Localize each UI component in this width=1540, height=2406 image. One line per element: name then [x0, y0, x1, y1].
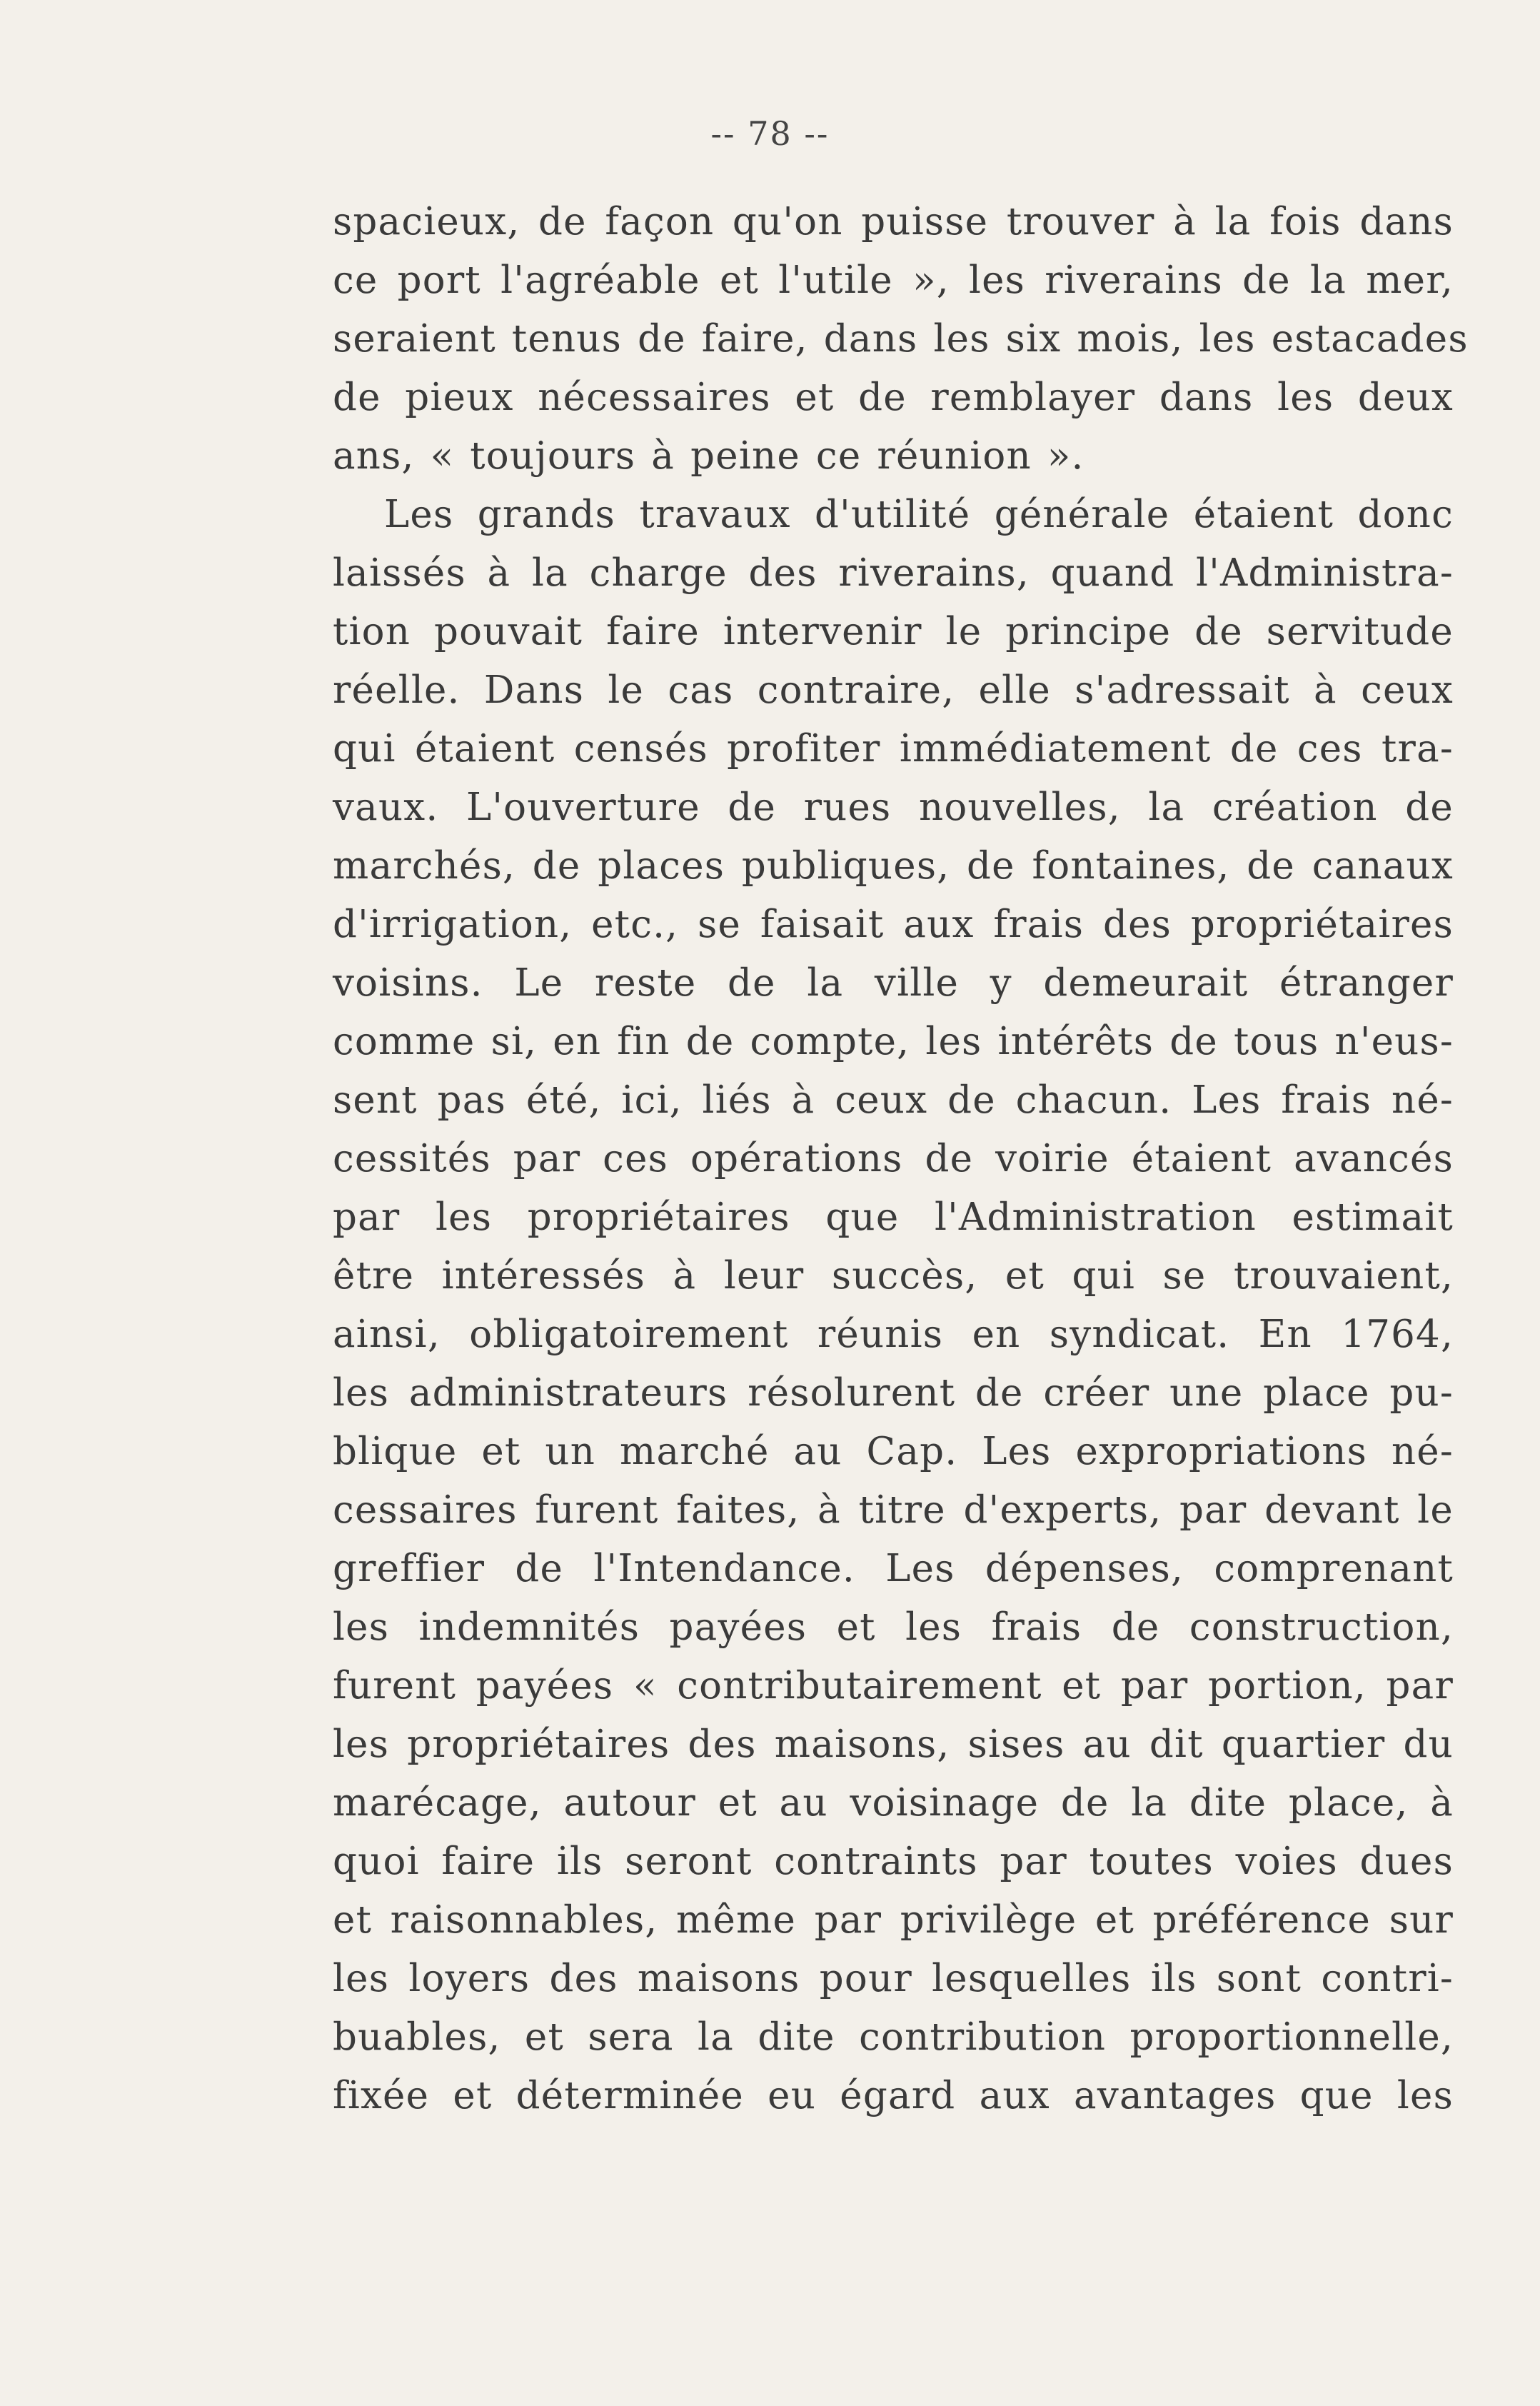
- text-line: cessaires furent faites, à titre d'experts, par devant le: [333, 1488, 1454, 1532]
- text-line: cessités par ces opérations de voirie étaient avancés: [333, 1137, 1454, 1181]
- text-line: ainsi, obligatoirement réunis en syndicat. En 1764,: [333, 1313, 1454, 1356]
- text-line: les propriétaires des maisons, sises au dit quartier du: [333, 1723, 1454, 1766]
- text-line: les loyers des maisons pour lesquelles ils sont contri-: [333, 1957, 1454, 2000]
- text-line: greffier de l'Intendance. Les dépenses, comprenant: [333, 1547, 1454, 1590]
- text-line: les administrateurs résolurent de créer une place pu-: [333, 1371, 1454, 1415]
- text-line: être intéressés à leur succès, et qui se trouvaient,: [333, 1254, 1454, 1298]
- text-line: sent pas été, ici, liés à ceux de chacun. Les frais né-: [333, 1078, 1454, 1122]
- text-line: fixée et déterminée eu égard aux avantages que les: [333, 2074, 1454, 2117]
- text-line: spacieux, de façon qu'on puisse trouver à la fois dans: [333, 200, 1454, 244]
- text-line: et raisonnables, même par privilège et préférence sur: [333, 1898, 1454, 1942]
- text-line: marchés, de places publiques, de fontaines, de canaux: [333, 844, 1454, 888]
- text-line: de pieux nécessaires et de remblayer dans les deux: [333, 376, 1454, 419]
- text-line: quoi faire ils seront contraints par toutes voies dues: [333, 1840, 1454, 1883]
- text-line: ans, « toujours à peine ce réunion ».: [333, 434, 1084, 478]
- text-line: qui étaient censés profiter immédiatement de ces tra-: [333, 727, 1454, 771]
- text-line: comme si, en fin de compte, les intérêts de tous n'eus-: [333, 1020, 1454, 1063]
- text-line: par les propriétaires que l'Administration estimait: [333, 1196, 1454, 1239]
- text-line: d'irrigation, etc., se faisait aux frais des propriétaires: [333, 903, 1454, 946]
- text-line: les indemnités payées et les frais de construction,: [333, 1605, 1454, 1649]
- text-line: buables, et sera la dite contribution proportionnelle,: [333, 2015, 1454, 2059]
- text-line: blique et un marché au Cap. Les expropriations né-: [333, 1430, 1454, 1473]
- page-number: -- 78 --: [710, 114, 830, 153]
- text-line: vaux. L'ouverture de rues nouvelles, la création de: [333, 786, 1454, 829]
- text-line: furent payées « contributairement et par portion, par: [333, 1664, 1454, 1708]
- text-line: réelle. Dans le cas contraire, elle s'adressait à ceux: [333, 668, 1454, 712]
- text-line: marécage, autour et au voisinage de la dite place, à: [333, 1781, 1454, 1825]
- paragraph-start-line: Les grands travaux d'utilité générale étaient donc: [384, 493, 1454, 536]
- text-line: seraient tenus de faire, dans les six mois, les estacades: [333, 317, 1469, 361]
- body-text: [333, 193, 1469, 2125]
- text-line: tion pouvait faire intervenir le principe de servitude: [333, 610, 1454, 653]
- text-line: ce port l'agréable et l'utile », les riverains de la mer,: [333, 259, 1454, 302]
- text-line: voisins. Le reste de la ville y demeurait étranger: [333, 961, 1454, 1005]
- text-line: laissés à la charge des riverains, quand l'Administra-: [333, 551, 1454, 595]
